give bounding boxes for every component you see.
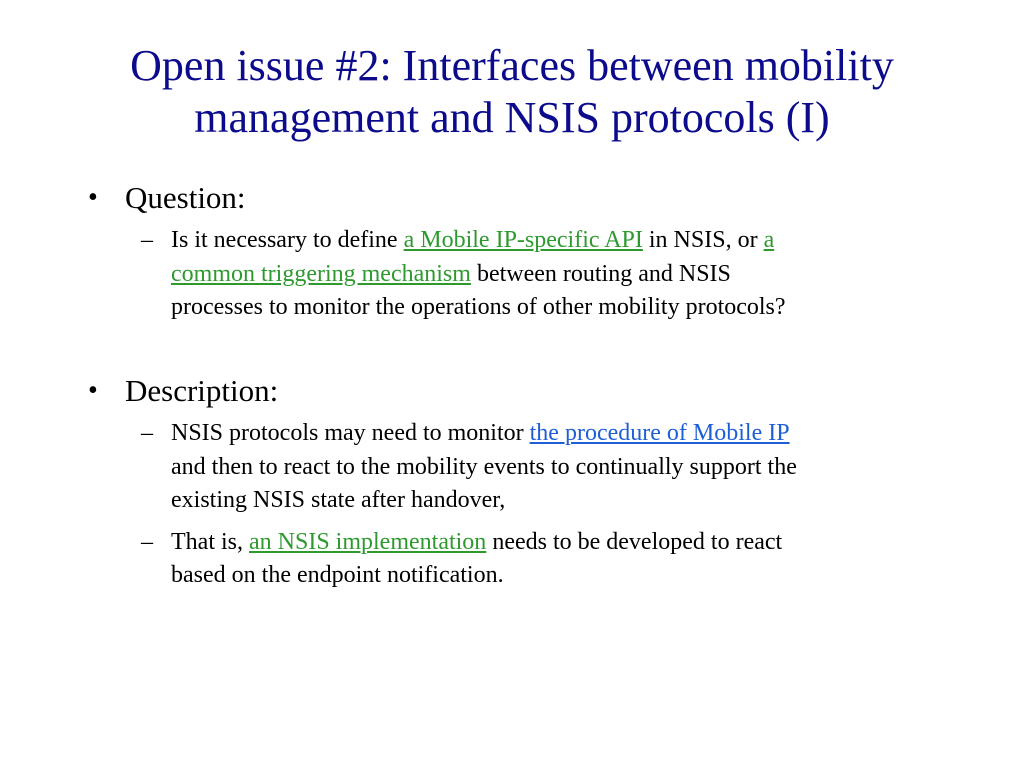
text-run: NSIS protocols may need to monitor [171, 420, 530, 446]
description-2-line-2: based on the endpoint notification. [171, 562, 504, 588]
description-1-line-2: and then to react to the mobility events to continually support the [171, 453, 797, 480]
description-section [88, 371, 948, 601]
description-sub-item-1 [88, 417, 948, 518]
text-run: between routing and NSIS [470, 260, 731, 287]
description-2-line-1 [171, 526, 948, 560]
question-sub-item [88, 224, 948, 325]
description-1-line-3: existing NSIS state after handover, [171, 487, 506, 513]
text-run: in NSIS, or [642, 227, 764, 253]
description-sub-list [88, 417, 948, 593]
description-bullet [88, 371, 948, 411]
dash-icon: – [141, 420, 153, 446]
mobile-ip-api-link[interactable]: a Mobile IP-specific API [403, 227, 643, 253]
description-1-line-1 [171, 417, 948, 451]
nsis-implementation-link[interactable]: an NSIS implementation [249, 528, 487, 555]
text-run: That is, [171, 528, 249, 555]
description-label: Description: [125, 373, 279, 408]
question-section [88, 178, 948, 333]
title-line-2: management and NSIS protocols (I) [194, 93, 830, 142]
question-sub-list [88, 224, 948, 325]
question-label: Question: [125, 180, 246, 215]
question-bullet [88, 178, 948, 218]
common-triggering-link[interactable]: common triggering mechanism [171, 260, 471, 287]
text-run: needs to be developed to react [486, 528, 783, 555]
text-run: Is it necessary to define [171, 227, 404, 253]
title-line-1: Open issue #2: Interfaces between mobility [130, 41, 894, 90]
dash-icon: – [141, 227, 153, 253]
description-sub-item-2 [88, 526, 948, 593]
bullet-dot-icon: • [88, 375, 98, 406]
question-line-2 [171, 258, 948, 292]
slide-title [60, 40, 964, 144]
bullet-dot-icon: • [88, 182, 98, 213]
question-line-3: processes to monitor the operations of other mobility protocols? [171, 294, 786, 320]
procedure-mobile-ip-link[interactable]: the procedure of Mobile IP [529, 420, 790, 446]
common-triggering-link-start[interactable]: a [763, 227, 775, 253]
question-line-1 [171, 224, 948, 258]
dash-icon: – [141, 528, 153, 555]
